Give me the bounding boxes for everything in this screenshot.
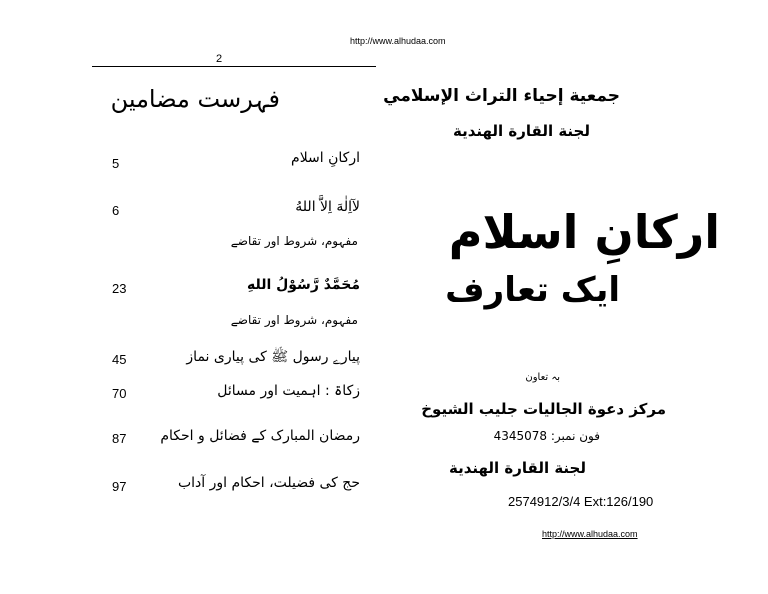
cover-committee: لجنة القارة الهندية	[453, 122, 590, 140]
cover-phone: فون نمبر: 4345078	[493, 429, 600, 443]
toc-entry-title: رمضان المبارک کے فضائل و احکام	[160, 428, 360, 444]
toc-entry-page: 6	[112, 203, 120, 218]
cover-organization: جمعية إحياء التراث الإسلامي	[383, 86, 620, 106]
toc-title: فہرست مضامین	[110, 85, 280, 113]
toc-entry-subtitle: مفہوم، شروط اور تقاضے	[230, 234, 358, 248]
toc-entry-page: 97	[112, 479, 127, 494]
toc-entry-page: 5	[112, 156, 120, 171]
toc-entry-title: زکاۃ : اہمیت اور مسائل	[217, 383, 360, 399]
toc-entry-title: مُحَمَّدٌ رَّسُوْلُ اللهِ	[247, 277, 360, 293]
toc-entry-title: لآاِلٰهَ اِلاَّ اللهُ	[295, 199, 360, 215]
toc-entry-page: 70	[112, 386, 127, 401]
header-rule	[92, 66, 376, 67]
toc-entry-title: ارکانِ اسلام	[291, 150, 360, 166]
cover-center-name: مركز دعوة الجاليات جليب الشيوخ	[421, 400, 666, 418]
cover-subtitle: ایک تعارف	[445, 270, 620, 310]
header-url: http://www.alhudaa.com	[350, 36, 446, 46]
cover-url-link[interactable]: http://www.alhudaa.com	[542, 529, 638, 539]
cover-ext: 2574912/3/4 Ext:126/190	[508, 494, 654, 509]
cover-title: ارکانِ اسلام	[448, 205, 720, 259]
toc-entry-page: 45	[112, 352, 127, 367]
toc-entry-title: حج کی فضیلت، احکام اور آداب	[177, 475, 360, 491]
toc-entry-title: پیارے رسول ﷺ کی پیاری نماز	[186, 349, 360, 365]
toc-entry-subtitle: مفہوم، شروط اور تقاضے	[230, 313, 358, 327]
page-number: 2	[216, 53, 223, 65]
toc-entry-page: 23	[112, 281, 127, 296]
toc-entry-page: 87	[112, 431, 127, 446]
cover-committee-repeat: لجنة القارة الهندية	[449, 459, 586, 477]
cover-courtesy: بہ تعاون	[525, 372, 560, 383]
